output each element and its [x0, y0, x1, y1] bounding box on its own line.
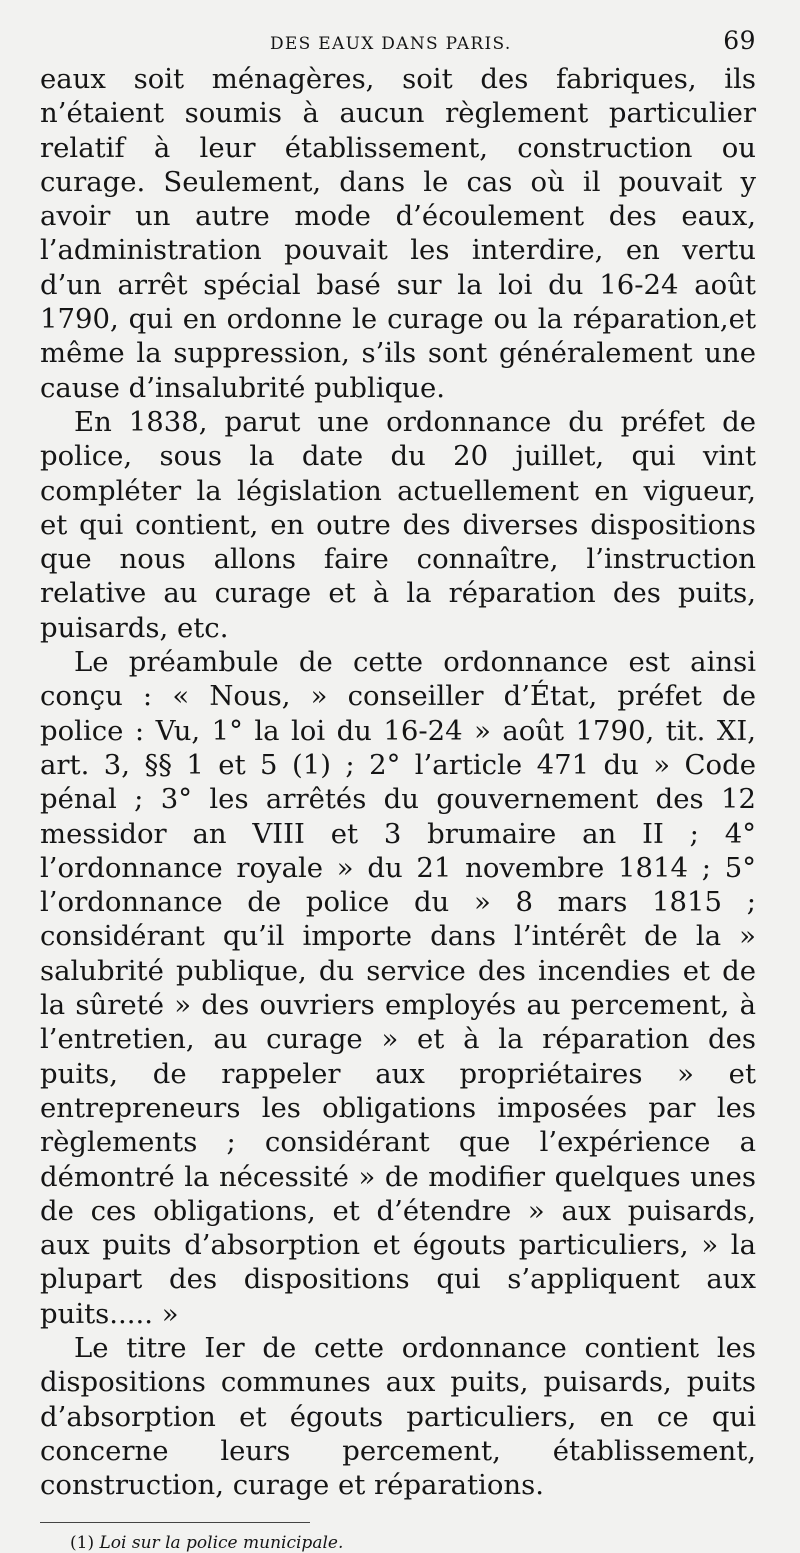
footnote-marker: (1) [70, 1533, 95, 1553]
paragraph: Le préambule de cette ordonnance est ainsi conçu : « Nous, » conseiller d’État, préfet de police : Vu, 1° la loi du 16-24 » août 1790, tit. XI, art. 3, §§ 1 et 5 (1) ; 2° l’article 471 du » Code pénal ; 3° les arrêtés du gouvernement des 12 messidor an VIII et 3 brumaire an II ; 4° l’ordonnance royale » du 21 novembre 1814 ; 5° l’ordonnance de police du » 8 mars 1815 ; considérant qu’il importe dans l’intérêt de la » salubrité publique, du service des incendies et de la sûreté » des ouvriers employés au percement, à l’entretien, au curage » et à la réparation des puits, de rappeler aux propriétaires » et entrepreneurs les obligations imposées par les règlements ; considérant que l’expérience a démontré la nécessité » de modifier quelques unes de ces obligations, et d’étendre » aux puisards, aux puits d’absorption et égouts particuliers, » la plupart des dispositions qui s’appliquent aux puits..... » [40, 646, 756, 1330]
body-text [40, 62, 756, 1502]
paragraph: eaux soit ménagères, soit des fabriques, ils n’étaient soumis à aucun règlement particulier relatif à leur établissement, construction ou curage. Seulement, dans le cas où il pouvait y avoir un autre mode d’écoulement des eaux, l’administration pouvait les interdire, en vertu d’un arrêt spécial basé sur la loi du 16-24 août 1790, qui en ordonne le curage ou la réparation,et même la suppression, s’ils sont généralement une cause d’insalubrité publique. [40, 63, 756, 404]
page-header [40, 26, 756, 62]
footnote [70, 1533, 756, 1553]
footnote-divider [40, 1522, 310, 1523]
footnote-text: Loi sur la police municipale. [99, 1533, 344, 1553]
page-number: 69 [723, 26, 756, 55]
paragraph: Le titre Ier de cette ordonnance contient les dispositions communes aux puits, puisards, puits d’absorption et égouts particuliers, en ce qui concerne leurs percement, établissement, construction, curage et réparations. [40, 1331, 756, 1502]
running-title: DES EAUX DANS PARIS. [270, 34, 512, 54]
paragraph: En 1838, parut une ordonnance du préfet de police, sous la date du 20 juillet, qui vint compléter la législation actuellement en vigueur, et qui contient, en outre des diverses dispositions que nous allons faire connaître, l’instruction relative au curage et à la réparation des puits, puisards, etc. [40, 405, 756, 644]
